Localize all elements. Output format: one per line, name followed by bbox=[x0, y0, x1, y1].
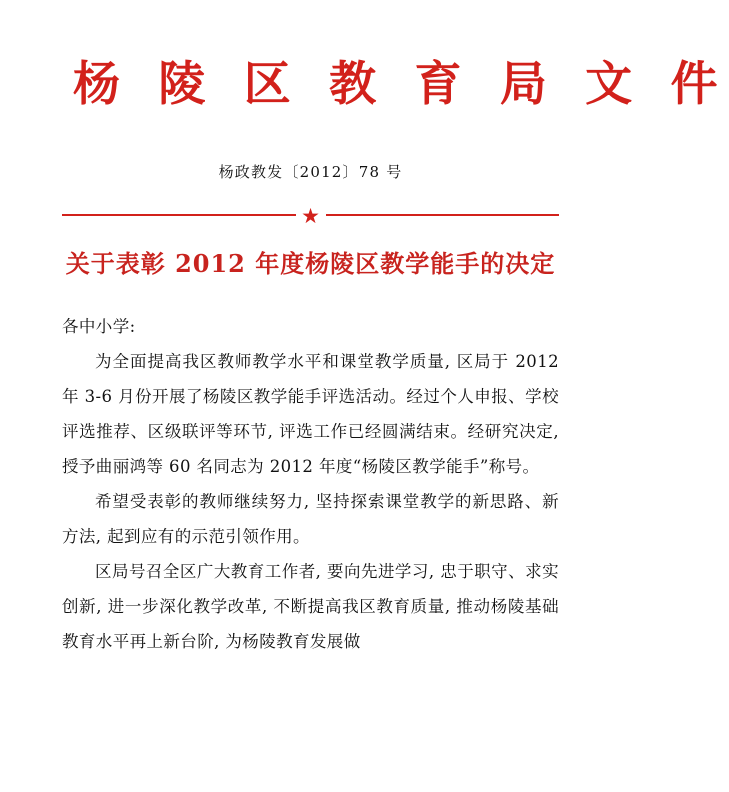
star-icon: ★ bbox=[296, 203, 326, 229]
document-number: 杨政教发〔2012〕78 号 bbox=[218, 162, 403, 181]
body-paragraph: 希望受表彰的教师继续努力, 坚持探索课堂教学的新思路、新方法, 起到应有的示范引领作用。 bbox=[62, 491, 559, 546]
document-page bbox=[0, 56, 729, 792]
header-separator bbox=[62, 203, 559, 228]
document-subject: 关于表彰 2012 年度杨陵区教学能手的决定 bbox=[65, 248, 556, 278]
document-title: 杨 陵 区 教 育 局 文 件 bbox=[73, 57, 729, 112]
salutation: 各中小学: bbox=[62, 316, 136, 336]
body-paragraph: 为全面提高我区教师教学水平和课堂教学质量, 区局于 2012 年 3-6 月份开展了杨陵区教学能手评选活动。经过个人申报、学校评选推荐、区级联评等环节, 评选工作已经圆满结束。经研究决定, 授予曲丽鸿等 60 名同志为 2012 年度“杨陵区教学能手”称号。 bbox=[62, 351, 559, 476]
body-paragraph: 区局号召全区广大教育工作者, 要向先进学习, 忠于职守、求实创新, 进一步深化教学改革, 不断提高我区教育质量, 推动杨陵基础教育水平再上新台阶, 为杨陵教育发展做 bbox=[62, 561, 559, 651]
document-body bbox=[62, 309, 559, 659]
